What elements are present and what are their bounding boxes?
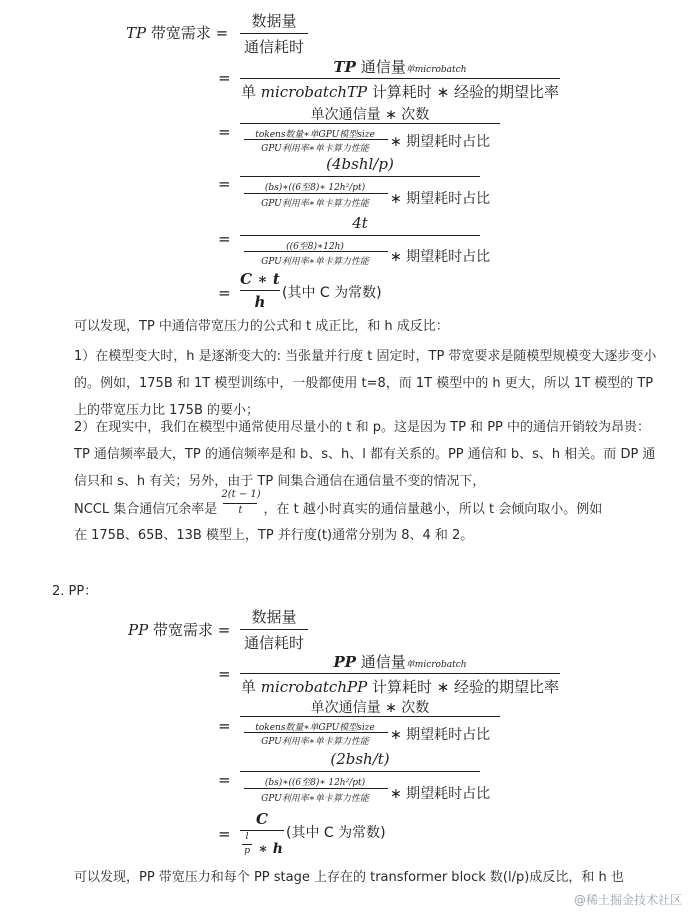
paragraph-point-1: 1）在模型变大时，h 是逐渐变大的: 当张量并行度 t 固定时，TP 带宽要求是随模型规模变大逐步变小的。例如，175B 和 1T 模型训练中，一般都使用 t=8，而 1T 模型中的 h 更大，所以 1T 模型的 TP 上的带宽压力比 175B 的要小； [74,349,657,418]
section-pp-heading: 2. PP： [52,584,98,599]
paragraph-pp-summary: 可以发现，PP 带宽压力和每个 PP stage 上存在的 transformer block 数(l/p)成反比，和 h 也 [74,870,624,885]
paragraph-redundancy-line: NCCL 集合通信冗余率是 $\frac{2(t - 1)}{t}$ ，在 t 越小时真实的通信量越小，所以 t 会倾向取小。例如 [74,496,664,523]
paragraph-tp-summary: 可以发现，TP 中通信带宽压力的公式和 t 成正比，和 h 成反比： [74,319,449,334]
watermark: @稀土掘金技术社区 [573,893,682,907]
pp-fraction-3: 单次通信量 ∗ 次数 tokens数量∗单GPU模型size GPU利用率∗单卡算力性能 ∗ 期望耗时占比 [240,697,500,749]
tp-fraction-1: 数据量 通信耗时 [240,10,308,54]
pp-fraction-4: (2bsh/t) (bs)∗((6至8)∗ 12h²/pt) GPU利用率∗单卡算力性能 ∗ 期望耗时占比 [240,750,480,808]
tp-fraction-3: 单次通信量 ∗ 次数 tokens数量∗单GPU模型size GPU利用率∗单卡算力性能 ∗ 期望耗时占比 [240,104,500,156]
tp-fraction-2: TP 通信量单microbatch 单 microbatchTP 计算耗时 ∗ 经验的期望比率 [240,58,560,101]
tp-fraction-6: C ∗ t h (其中 C 为常数) [240,270,382,311]
pp-fraction-1: 数据量 通信耗时 [240,606,308,650]
paragraph-point-2: 2）在现实中，我们在模型中通常使用尽量小的 t 和 p。这是因为 TP 和 PP 中的通信开销较为昂贵：TP 通信频率最大，TP 的通信频率是和 b、s、h、l 都有关系的。PP 通信和 b、s、h 相关。而 DP 通信只和 s、h 有关；另外，由于 TP 间集合通信在通信量不变的情况下， [74,420,656,489]
paragraph-tp-examples: 在 175B、65B、13B 模型上，TP 并行度(t)通常分别为 8、4 和 2。 [74,528,474,543]
pp-lhs: PP 带宽需求 = [128,621,231,639]
tp-fraction-5: 4t ((6至8)∗12h) GPU利用率∗单卡算力性能 ∗ 期望耗时占比 [240,214,480,268]
tp-fraction-4: (4bshl/p) (bs)∗((6至8)∗ 12h²/pt) GPU利用率∗单卡算力性能 ∗ 期望耗时占比 [240,155,480,213]
tp-lhs: TP 带宽需求 = [126,24,229,42]
pp-fraction-2: PP 通信量单microbatch 单 microbatchPP 计算耗时 ∗ 经验的期望比率 [240,653,560,696]
redundancy-fraction: $\frac{2(t - 1)}{t}$ [221,489,261,516]
pp-fraction-6: C $\frac{l}{p}$ ∗ h (其中 C 为常数) [240,810,400,858]
